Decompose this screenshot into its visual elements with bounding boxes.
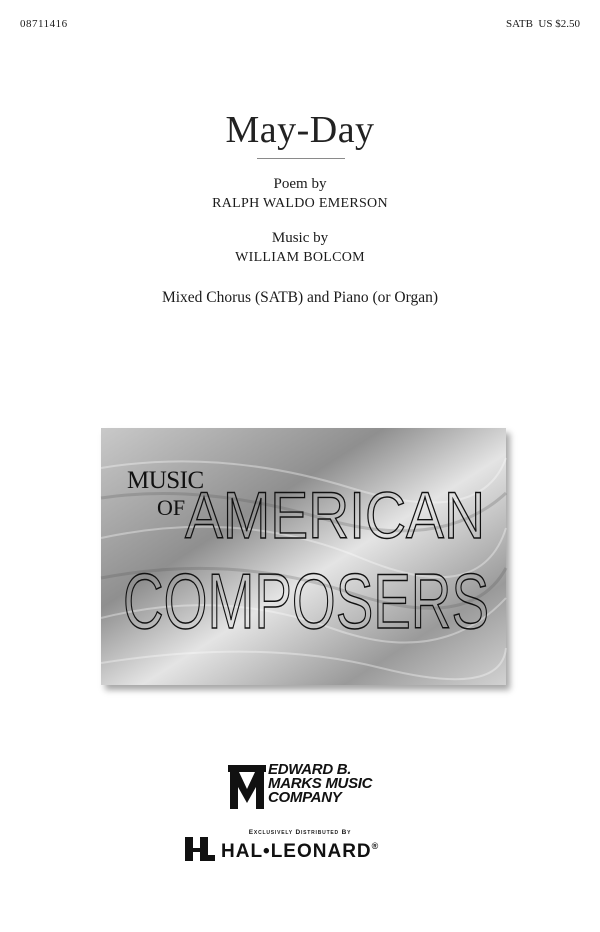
composer-name: WILLIAM BOLCOM <box>235 250 365 265</box>
series-banner <box>101 428 506 685</box>
registered-mark: ® <box>371 841 380 851</box>
publisher-line-2: MARKS MUSIC <box>268 775 373 792</box>
music-label: Music by <box>271 230 329 246</box>
series-word-of: OF <box>157 495 186 520</box>
publisher-name <box>268 763 372 805</box>
series-word-music: MUSIC <box>127 467 204 494</box>
distribution-note: Exclusively Distributed By <box>248 829 352 836</box>
marks-music-logo-icon <box>228 765 266 809</box>
voicing-price: SATB US $2.50 <box>506 18 580 30</box>
catalog-number: 08711416 <box>20 18 68 30</box>
poet-name: RALPH WALDO EMERSON <box>212 196 388 211</box>
scoring-line: Mixed Chorus (SATB) and Piano (or Organ) <box>161 289 439 306</box>
publisher-line-3: COMPANY <box>268 789 342 806</box>
series-word-composers: COMPOSERS <box>123 557 489 645</box>
title-divider <box>257 158 345 159</box>
hal-leonard-logo-icon <box>184 836 216 862</box>
publisher-line-1: EDWARD B. <box>268 761 352 778</box>
page-title: May-Day <box>225 109 375 151</box>
distributor-wordmark: HAL•LEONARD <box>221 841 372 862</box>
poem-label: Poem by <box>273 176 327 192</box>
distributor-name <box>221 841 379 863</box>
series-word-american: AMERICAN <box>185 478 485 552</box>
